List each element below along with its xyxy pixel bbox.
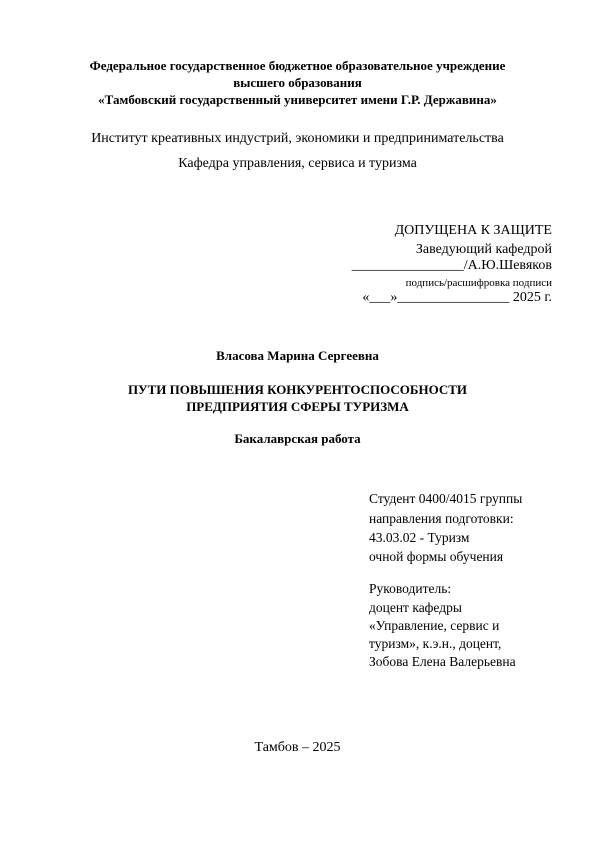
student-study-form: очной формы обучения (369, 549, 504, 564)
approval-position: Заведующий кафедрой (415, 242, 552, 257)
signature-line: ________________/А.Ю.Шевяков (351, 258, 552, 273)
supervisor-department: «Управление, сервис и (369, 618, 500, 633)
approval-position-wrap (416, 243, 552, 257)
org-name-line-1: Федеральное государственное бюджетное образовательное учреждение (89, 58, 506, 73)
signature-caption: подпись/расшифровка подписи (405, 277, 552, 289)
university-name: «Тамбовский государственный университет имени Г.Р. Державина» (98, 92, 497, 107)
approval-title: ДОПУЩЕНА К ЗАЩИТЕ (394, 223, 552, 238)
student-group: Студент 0400/4015 группы (369, 491, 523, 506)
institute-name: Институт креативных индустрий, экономики и предпринимательства (91, 131, 504, 146)
author-name: Власова Марина Сергеевна (216, 348, 379, 363)
approval-date-wrap (362, 291, 552, 305)
approval-block (395, 224, 552, 238)
supervisor-degree: туризм», к.э.н., доцент, (369, 636, 502, 651)
student-direction-label: направления подготовки: (369, 511, 514, 526)
city-year: Тамбов – 2025 (254, 740, 341, 755)
approval-signature-wrap (352, 259, 552, 273)
approval-date-line: «___»________________ 2025 г. (362, 290, 552, 305)
supervisor-position: доцент кафедры (369, 600, 462, 615)
supervisor-label: Руководитель: (369, 581, 452, 596)
org-name-line-2: высшего образования (233, 75, 362, 90)
work-title-line-1: ПУТИ ПОВЫШЕНИЯ КОНКУРЕНТОСПОСОБНОСТИ (127, 382, 468, 397)
work-type: Бакалаврская работа (234, 431, 361, 446)
approval-caption-wrap (406, 278, 552, 289)
student-direction: 43.03.02 - Туризм (369, 530, 470, 545)
department-name: Кафедра управления, сервиса и туризма (178, 156, 417, 171)
work-title-line-2: ПРЕДПРИЯТИЯ СФЕРЫ ТУРИЗМА (186, 399, 409, 414)
supervisor-name: Зобова Елена Валерьевна (369, 654, 516, 669)
